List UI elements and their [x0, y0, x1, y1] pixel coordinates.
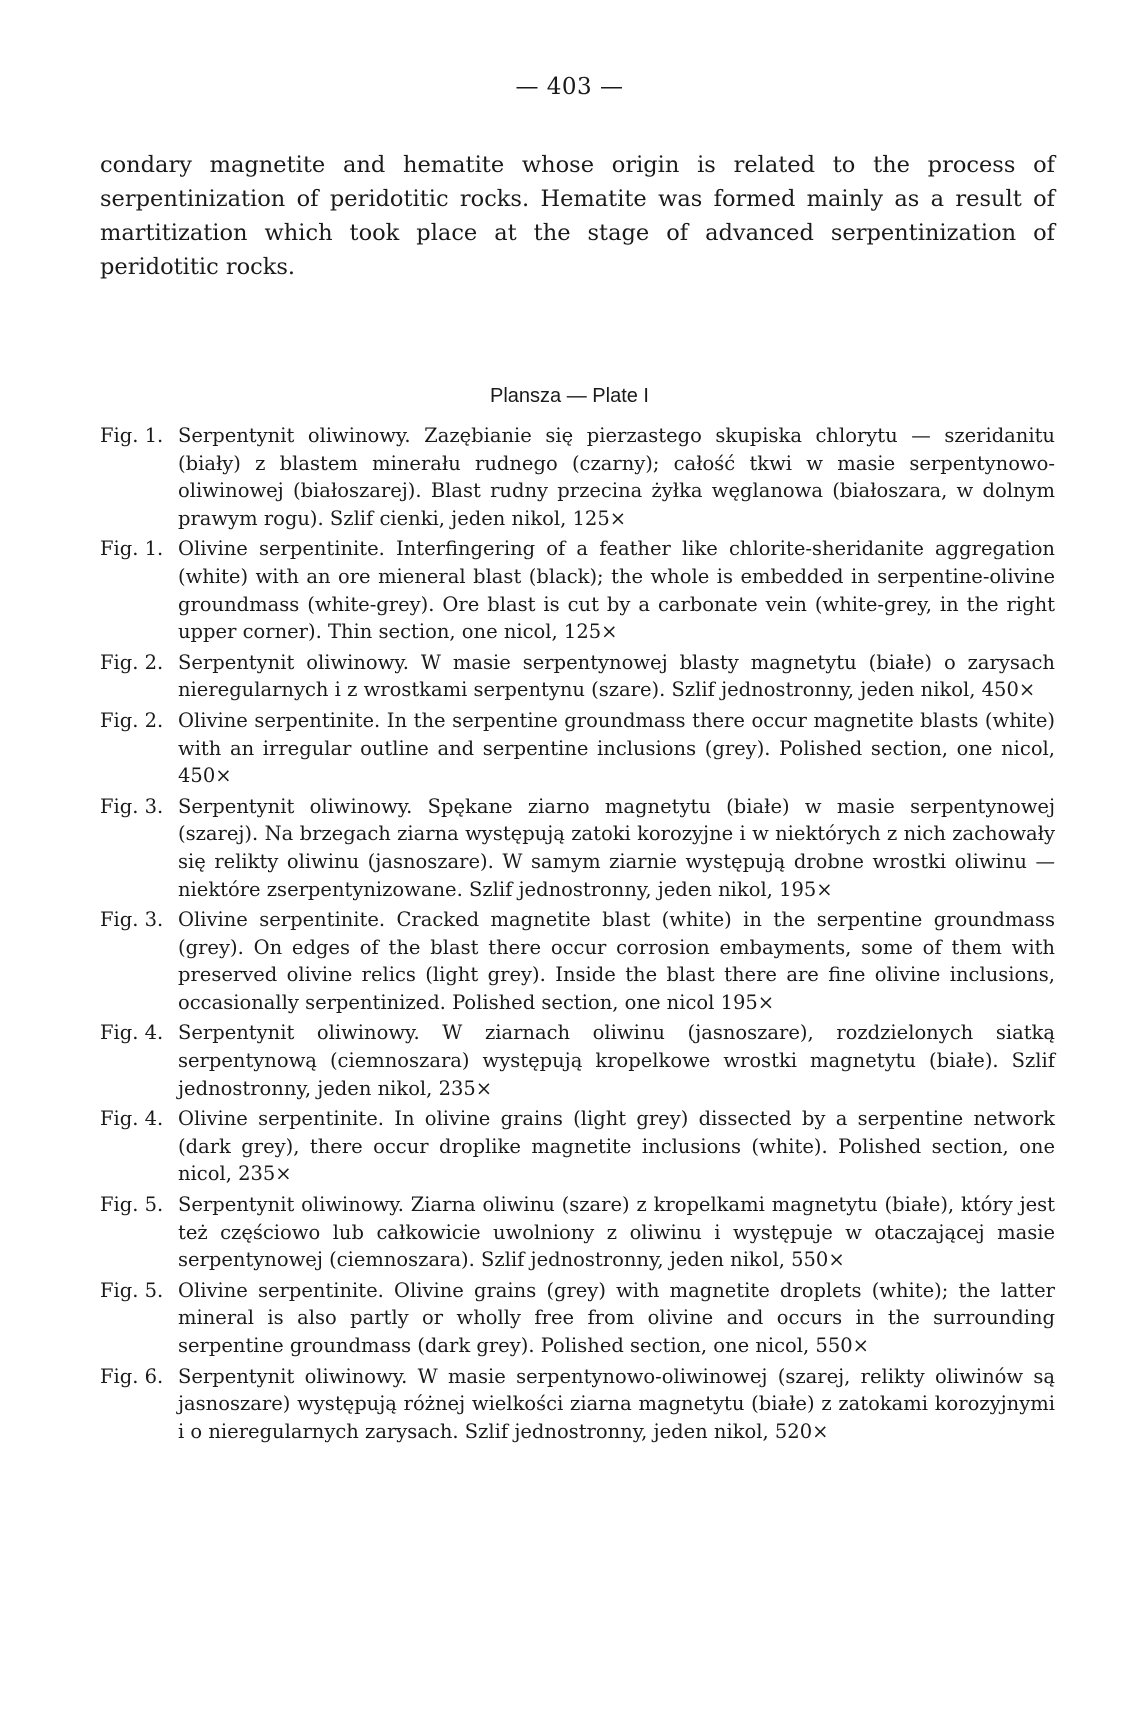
figure-label: Fig. 3. [100, 794, 164, 818]
figure-caption [100, 707, 1055, 790]
figure-caption-text: Serpentynit oliwinowy. Zazębianie się pierzastego skupiska chlorytu — szeridanitu (biały) z blastem minerału rudnego (czarny); całość tkwi w masie serpentynowo-oliwinowej (białoszarej). Blast rudny przecina żyłka węglanowa (białoszara, w dolnym prawym rogu). Szlif cienki, jeden nikol, 125× [178, 424, 1055, 530]
figure-caption-text: Olivine serpentinite. In olivine grains (light grey) dissected by a serpentine network (dark grey), there occur droplike magnetite inclusions (white). Polished section, one nicol, 235× [178, 1107, 1055, 1186]
figure-caption-text: Serpentynit oliwinowy. W ziarnach oliwinu (jasnoszare), rozdzielonych siatką serpentynową (ciemnoszara) występują kropelkowe wrostki magnetytu (białe). Szlif jednostronny, jeden nikol, 235× [178, 1021, 1055, 1100]
figure-label: Fig. 6. [100, 1364, 164, 1388]
figure-label: Fig. 2. [100, 708, 164, 732]
figure-caption [100, 793, 1055, 903]
figure-caption [100, 1105, 1055, 1188]
intro-paragraph: condary magnetite and hematite whose origin is related to the process of serpentinization of peridotitic rocks. Hematite was formed mainly as a result of martitization which took place at the stage of advanced serpentinization of peridotitic rocks. [100, 152, 1055, 280]
figure-caption [100, 422, 1055, 532]
figure-label: Fig. 3. [100, 908, 164, 932]
figure-caption-text: Serpentynit oliwinowy. W masie serpentynowo-oliwinowej (szarej, relikty oliwinów są jasnoszare) występują różnej wielkości ziarna magnetytu (białe) z zatokami korozyjnymi i o nieregularnych zarysach. Szlif jednostronny, jeden nikol, 520× [178, 1364, 1055, 1443]
figure-caption-text: Olivine serpentinite. Interfingering of a feather like chlorite-sheridanite aggregation (white) with an ore mieneral blast (black); the whole is embedded in serpentine-olivine groundmass (white-grey). Ore blast is cut by a carbonate vein (white-grey, in the right upper corner). Thin section, one nicol, 125× [178, 537, 1055, 644]
figure-caption [100, 906, 1055, 1016]
figure-label: Fig. 5. [100, 1278, 164, 1302]
figure-caption [100, 1191, 1055, 1274]
figure-caption [100, 1277, 1055, 1360]
figure-captions [100, 422, 1055, 1448]
figure-caption-text: Serpentynit oliwinowy. Ziarna oliwinu (szare) z kropelkami magnetytu (białe), który jest też częściowo lub całkowicie uwolniony z oliwinu i występuje w otaczającej masie serpentynowej (ciemnoszara). Szlif jednostronny, jeden nikol, 550× [178, 1193, 1055, 1272]
figure-caption [100, 535, 1055, 645]
figure-caption [100, 1019, 1055, 1102]
figure-label: Fig. 4. [100, 1107, 164, 1131]
figure-label: Fig. 1. [100, 424, 164, 447]
figure-caption-text: Serpentynit oliwinowy. W masie serpentynowej blasty magnetytu (białe) o zarysach nieregularnych i z wrostkami serpentynu (szare). Szlif jednostronny, jeden nikol, 450× [178, 650, 1055, 702]
figure-caption-text: Olivine serpentinite. Cracked magnetite blast (white) in the serpentine groundmass (grey). On edges of the blast there occur corrosion embayments, some of them with preserved olivine relics (light grey). Inside the blast there are fine olivine inclusions, occasionally serpentinized. Polished section, one nicol 195× [178, 908, 1055, 1014]
plate-title: Plansza — Plate I [490, 385, 649, 407]
figure-label: Fig. 1. [100, 537, 164, 561]
figure-caption-text: Olivine serpentinite. Olivine grains (grey) with magnetite droplets (white); the latter mineral is also partly or wholly free from olivine and occurs in the surrounding serpentine groundmass (dark grey). Polished section, one nicol, 550× [178, 1278, 1055, 1357]
figure-caption [100, 649, 1055, 704]
figure-label: Fig. 5. [100, 1193, 164, 1217]
figure-caption-text: Olivine serpentinite. In the serpentine groundmass there occur magnetite blasts (white) with an irregular outline and serpentine inclusions (grey). Polished section, one nicol, 450× [178, 708, 1055, 788]
figure-label: Fig. 4. [100, 1021, 164, 1045]
figure-caption [100, 1363, 1055, 1446]
figure-label: Fig. 2. [100, 650, 164, 674]
figure-caption-text: Serpentynit oliwinowy. Spękane ziarno magnetytu (białe) w masie serpentynowej (szarej). Na brzegach ziarna występują zatoki korozyjne i w niektórych z nich zachowały się relikty oliwinu (jasnoszare). W samym ziarnie występują drobne wrostki oliwinu — niektóre zserpentynizowane. Szlif jednostronny, jeden nikol, 195× [178, 794, 1055, 901]
page-number: — 403 — [515, 74, 624, 100]
